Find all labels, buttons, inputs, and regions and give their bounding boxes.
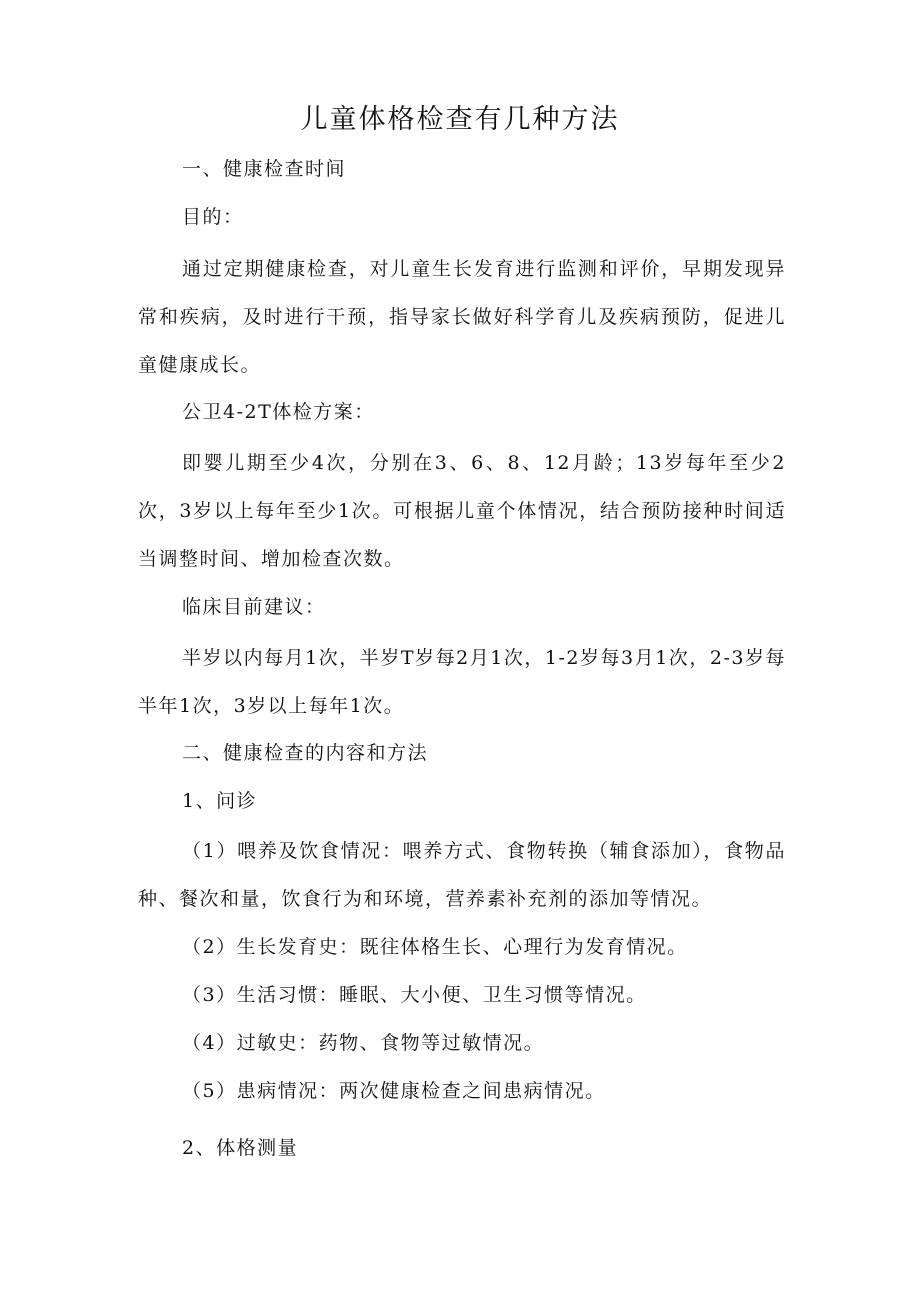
clinical-label: 临床目前建议： [182, 596, 326, 618]
purpose-paragraph: 通过定期健康检查，对儿童生长发育进行监测和评价，早期发现异常和疾病，及时进行干预，指导家长做好科学育儿及疾病预防，促进儿童健康成长。 [138, 258, 786, 376]
inquiry-item-1: （1）喂养及饮食情况：喂养方式、食物转换（辅食添加），食物品种、餐次和量，饮食行为和环境，营养素补充剂的添加等情况。 [138, 840, 786, 910]
inquiry-heading: 1、问诊 [182, 790, 258, 812]
plan-label: 公卫4-2T体检方案： [182, 401, 375, 423]
section2-heading: 二、健康检查的内容和方法 [182, 742, 429, 764]
inquiry-item-5: （5）患病情况：两次健康检查之间患病情况。 [182, 1080, 606, 1102]
inquiry-item-3: （3）生活习惯：睡眠、大小便、卫生习惯等情况。 [182, 984, 647, 1006]
inquiry-item-4: （4）过敏史：药物、食物等过敏情况。 [182, 1032, 545, 1054]
section1-heading: 一、健康检查时间 [182, 158, 347, 180]
clinical-paragraph: 半岁以内每月1次，半岁T岁每2月1次，1-2岁每3月1次，2-3岁每半年1次，3岁以上每年1次。 [138, 647, 786, 717]
document-title: 儿童体格检查有几种方法 [300, 104, 620, 135]
purpose-label: 目的： [182, 206, 244, 228]
inquiry-item-2: （2）生长发育史：既往体格生长、心理行为发育情况。 [182, 936, 688, 958]
measure-heading: 2、体格测量 [182, 1137, 299, 1159]
plan-paragraph: 即婴儿期至少4次，分别在3、6、8、12月龄；13岁每年至少2次，3岁以上每年至少1次。可根据儿童个体情况，结合预防接种时间适当调整时间、增加检查次数。 [138, 452, 786, 570]
